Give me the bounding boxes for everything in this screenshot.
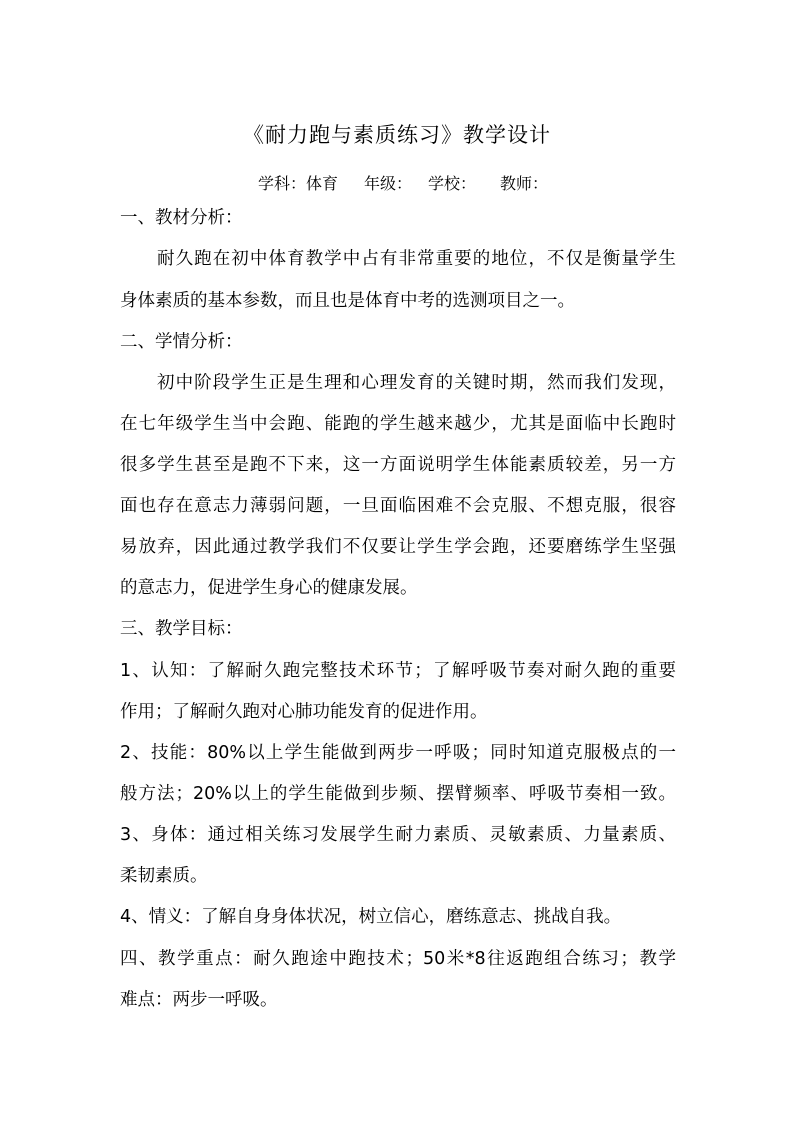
document-meta <box>258 172 548 196</box>
paragraph-line: 初中阶段学生正是生理和心理发育的关键时期，然而我们发现， <box>157 373 676 393</box>
goal-line: 般方法；20%以上的学生能做到步频、摆臂频率、呼吸节奏相一致。 <box>120 784 676 804</box>
section-heading-teaching-goals: 三、教学目标： <box>120 619 243 639</box>
paragraph-line: 身体素质的基本参数，而且也是体育中考的选测项目之一。 <box>120 291 575 311</box>
paragraph-line: 的意志力，促进学生身心的健康发展。 <box>120 578 418 598</box>
goal-line: 3、身体：通过相关练习发展学生耐力素质、灵敏素质、力量素质、 <box>120 825 676 845</box>
section-heading-material-analysis: 一、教材分析： <box>120 208 243 228</box>
goal-line: 4、情义：了解自身身体状况，树立信心，磨练意志、挑战自我。 <box>120 907 622 927</box>
goal-line: 2、技能：80%以上学生能做到两步一呼吸；同时知道克服极点的一 <box>120 743 676 763</box>
section-heading-key-points: 四、教学重点：耐久跑途中跑技术；50米*8往返跑组合练习；教学 <box>120 949 676 969</box>
section-heading-student-analysis: 二、学情分析： <box>120 332 243 352</box>
document-title: 《耐力跑与素质练习》教学设计 <box>243 123 551 147</box>
meta-school: 学校： <box>428 174 477 193</box>
meta-grade: 年级： <box>364 174 413 193</box>
goal-line: 柔韧素质。 <box>120 866 208 886</box>
paragraph-line: 易放弃，因此通过教学我们不仅要让学生学会跑，还要磨练学生坚强 <box>120 537 676 557</box>
paragraph-line: 面也存在意志力薄弱问题，一旦面临困难不会克服、不想克服，很容 <box>120 496 676 516</box>
paragraph-line: 难点：两步一呼吸。 <box>120 990 278 1010</box>
meta-teacher: 教师： <box>500 174 549 193</box>
goal-line: 作用；了解耐久跑对心肺功能发育的促进作用。 <box>120 702 488 722</box>
meta-subject: 学科：体育 <box>258 174 339 193</box>
paragraph-line: 耐久跑在初中体育教学中占有非常重要的地位，不仅是衡量学生 <box>157 249 676 269</box>
paragraph-line: 很多学生甚至是跑不下来，这一方面说明学生体能素质较差，另一方 <box>120 455 676 475</box>
paragraph-line: 在七年级学生当中会跑、能跑的学生越来越少，尤其是面临中长跑时 <box>120 414 676 434</box>
goal-line: 1、认知：了解耐久跑完整技术环节；了解呼吸节奏对耐久跑的重要 <box>120 661 676 681</box>
